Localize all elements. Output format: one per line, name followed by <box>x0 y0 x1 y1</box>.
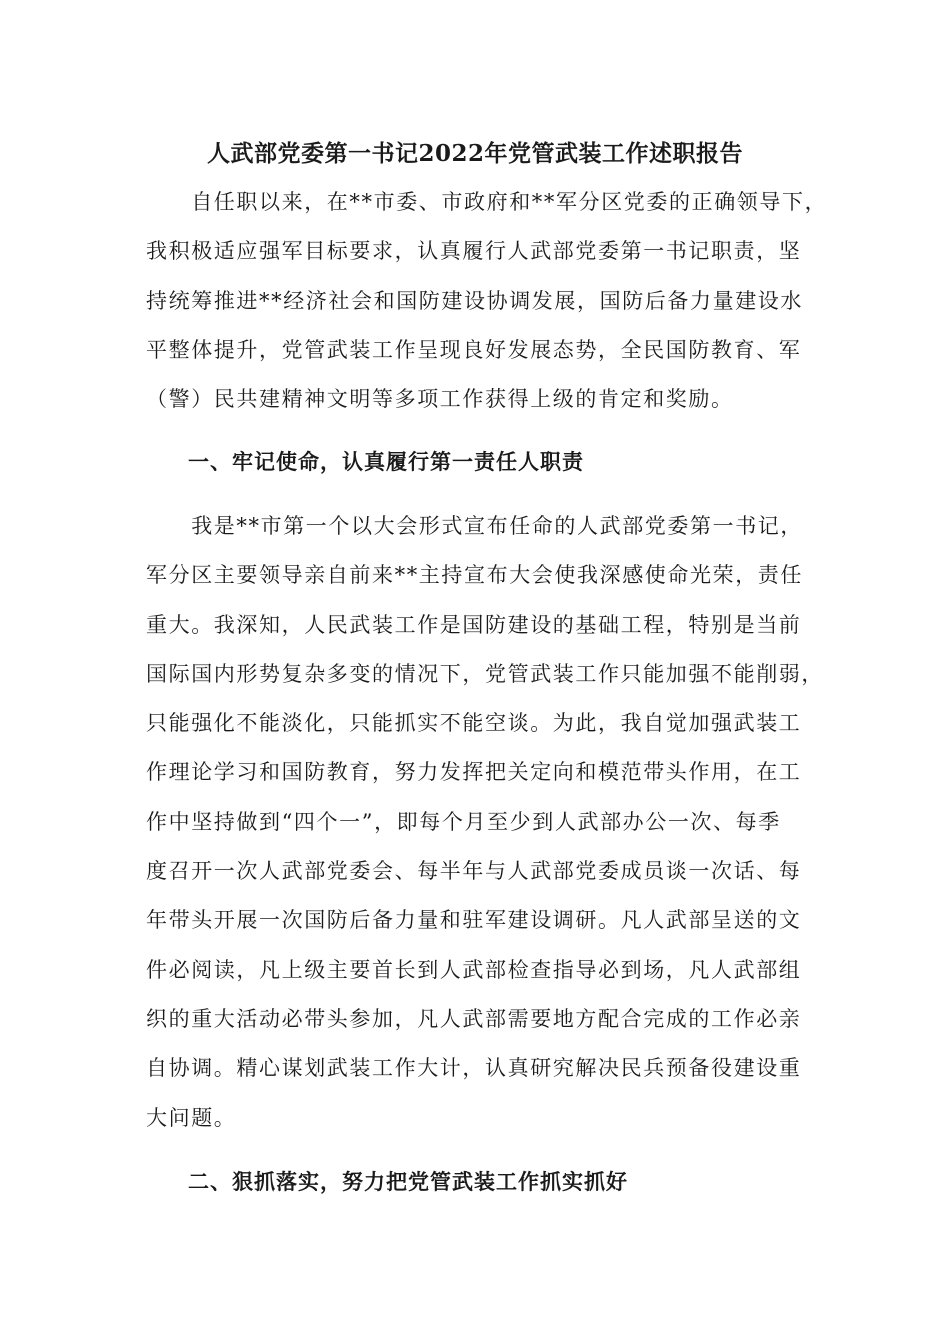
paragraph-line: 自协调。精心谋划武装工作大计，认真研究解决民兵预备役建设重 <box>146 1056 802 1081</box>
paragraph-line: 件必阅读，凡上级主要首长到人武部检查指导必到场，凡人武部组 <box>146 957 802 982</box>
paragraph-line: 作中坚持做到“四个一”，即每个月至少到人武部办公一次、每季 <box>146 809 781 834</box>
document-title: 人武部党委第一书记2022年党管武装工作述职报告 <box>206 140 743 167</box>
section-1-paragraph <box>146 502 824 1143</box>
paragraph-line: 年带头开展一次国防后备力量和驻军建设调研。凡人武部呈送的文 <box>146 908 802 933</box>
paragraph-line: 大问题。 <box>146 1105 237 1130</box>
section-heading-2: 二、狠抓落实，努力把党管武装工作抓实抓好 <box>188 1169 628 1194</box>
paragraph-line: 织的重大活动必带头参加，凡人武部需要地方配合完成的工作必亲 <box>146 1006 802 1031</box>
paragraph-line: （警）民共建精神文明等多项工作获得上级的肯定和奖励。 <box>146 387 734 412</box>
paragraph-line: 军分区主要领导亲自前来**主持宣布大会使我深感使命光荣，责任 <box>146 563 803 588</box>
paragraph-line: 平整体提升，党管武装工作呈现良好发展态势，全民国防教育、军 <box>146 337 802 362</box>
paragraph-line: 持统筹推进**经济社会和国防建设协调发展，国防后备力量建设水 <box>146 288 803 313</box>
paragraph-line: 重大。我深知，人民武装工作是国防建设的基础工程，特别是当前 <box>146 612 802 637</box>
paragraph-line: 国际国内形势复杂多变的情况下，党管武装工作只能加强不能削弱， <box>146 661 824 686</box>
paragraph-line: 自任职以来，在**市委、市政府和**军分区党委的正确领导下， <box>146 190 828 214</box>
paragraph-line: 只能强化不能淡化，只能抓实不能空谈。为此，我自觉加强武装工 <box>146 711 802 736</box>
intro-paragraph <box>146 178 828 424</box>
paragraph-line: 作理论学习和国防教育，努力发挥把关定向和模范带头作用，在工 <box>146 760 802 785</box>
paragraph-line: 我积极适应强军目标要求，认真履行人武部党委第一书记职责，坚 <box>146 239 802 264</box>
paragraph-line: 我是**市第一个以大会形式宣布任命的人武部党委第一书记， <box>146 514 803 538</box>
section-heading-1: 一、牢记使命，认真履行第一责任人职责 <box>188 449 584 474</box>
paragraph-line: 度召开一次人武部党委会、每半年与人武部党委成员谈一次话、每 <box>146 859 802 884</box>
